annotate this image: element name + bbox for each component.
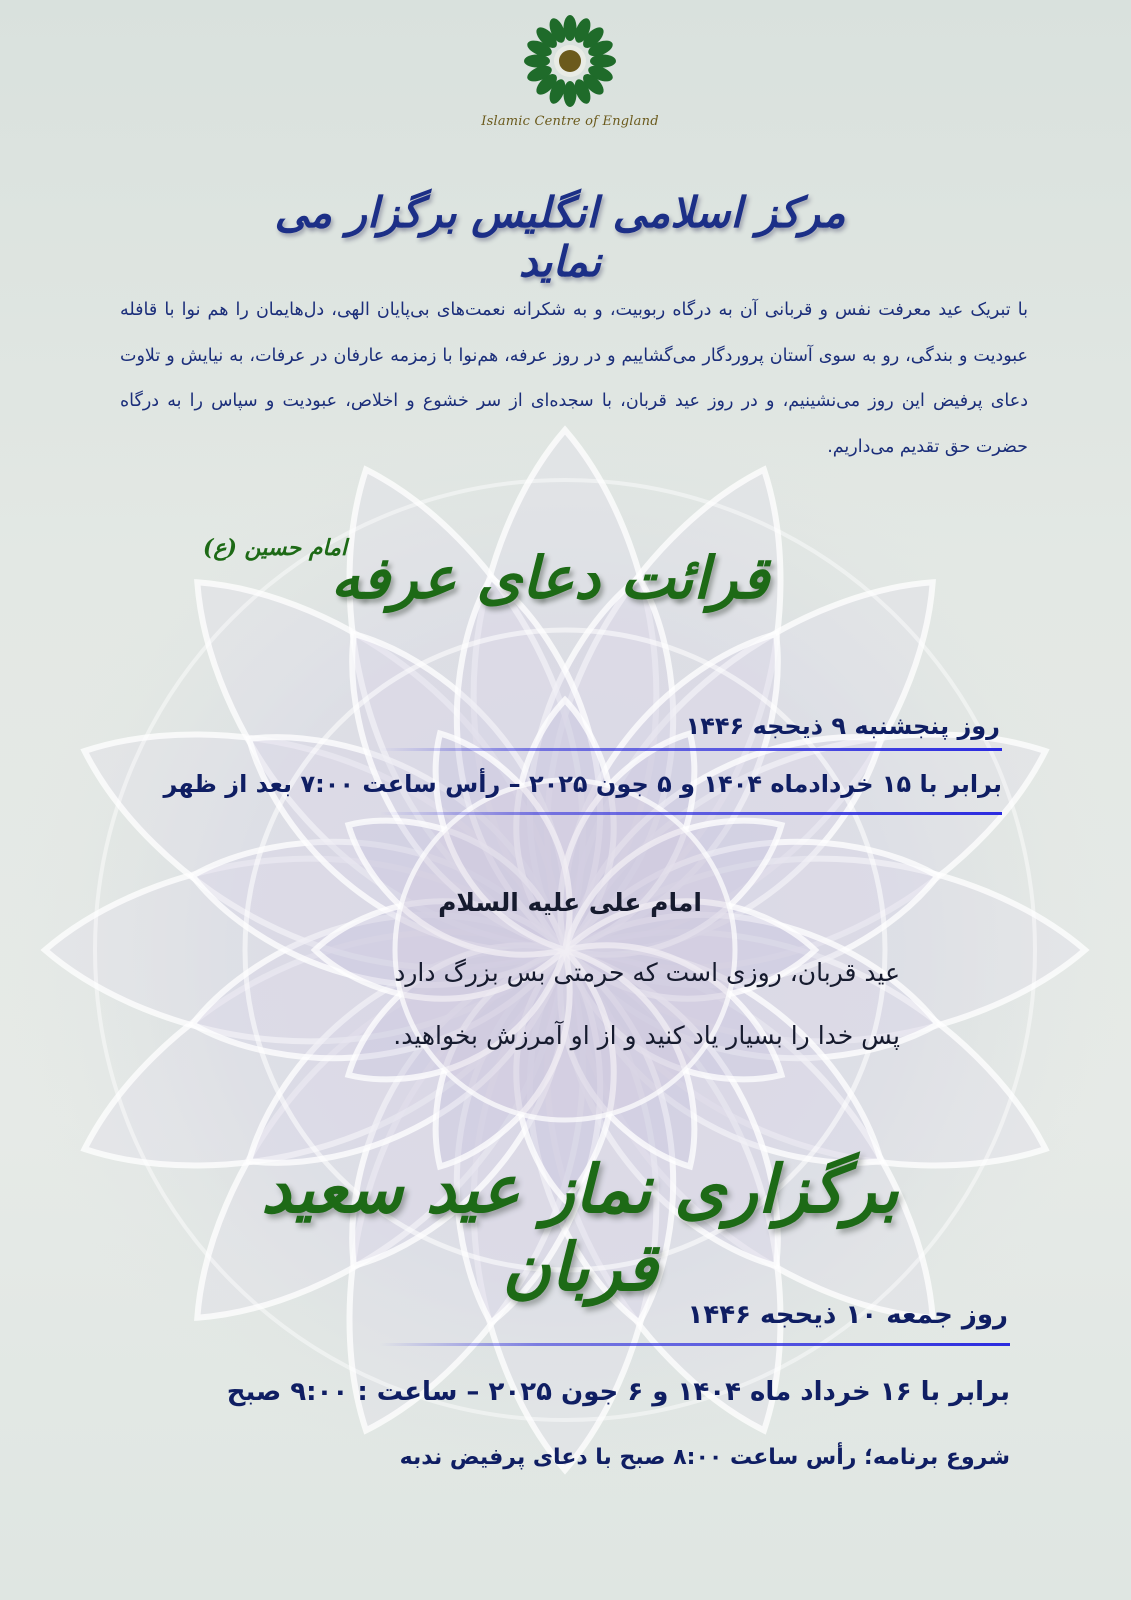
host-title: مرکز اسلامی انگلیس برگزار می نماید	[274, 188, 846, 286]
arafa-subtitle: امام حسین (ع)	[202, 535, 348, 561]
divider	[380, 812, 1002, 815]
logo	[480, 14, 660, 129]
eid-date: روز جمعه ۱۰ ذیحجه ۱۴۴۶	[687, 1300, 1008, 1330]
divider	[380, 748, 1002, 751]
eid-time: برابر با ۱۶ خرداد ماه ۱۴۰۴ و ۶ جون ۲۰۲۵ – ساعت : ۹:۰۰ صبح	[226, 1377, 1010, 1407]
eid-program: شروع برنامه؛ رأس ساعت ۸:۰۰ صبح با دعای پرفیض ندبه	[399, 1445, 1010, 1470]
arafa-title: قرائت دعای عرفه	[330, 544, 770, 612]
logo-petal	[590, 55, 616, 68]
arafa-date: روز پنجشنبه ۹ ذیحجه ۱۴۴۶	[685, 712, 1000, 740]
intro-paragraph: با تبریک عید معرفت نفس و قربانی آن به درگاه ربوبیت، و به شکرانه نعمت‌های بی‌پایان الهی، دل‌هایمان را هم نوا با قافله عبودیت و بندگی، رو به سوی آستان پروردگار می‌گشاییم و در روز عرفه، هم‌نوا با زمزمه عارفان در عرفات، به نیایش و تلاوت دعای پرفیض این روز می‌نشینیم، و در روز عید قربان، با سجده‌ای از سر خشوع و اخلاص، عبودیت و سپاس را به درگاه حضرت حق تقدیم می‌داریم.	[120, 300, 1028, 457]
quote-line: عید قربان، روزی است که حرمتی بس بزرگ دارد	[394, 958, 900, 987]
logo-petal	[564, 81, 577, 107]
logo-text: Islamic Centre of England	[481, 114, 659, 129]
flower-emblem-icon	[522, 14, 618, 108]
quote-source: امام علی علیه السلام	[438, 888, 702, 917]
arafa-time: برابر با ۱۵ خردادماه ۱۴۰۴ و ۵ جون ۲۰۲۵ – رأس ساعت ۷:۰۰ بعد از ظهر	[163, 770, 1002, 798]
logo-petal	[564, 15, 577, 41]
eid-title: برگزاری نماز عید سعید قربان	[261, 1150, 899, 1306]
divider	[380, 1343, 1010, 1346]
quote-line: پس خدا را بسیار یاد کنید و از او آمرزش بخواهید.	[393, 1021, 900, 1050]
logo-petal	[524, 55, 550, 68]
